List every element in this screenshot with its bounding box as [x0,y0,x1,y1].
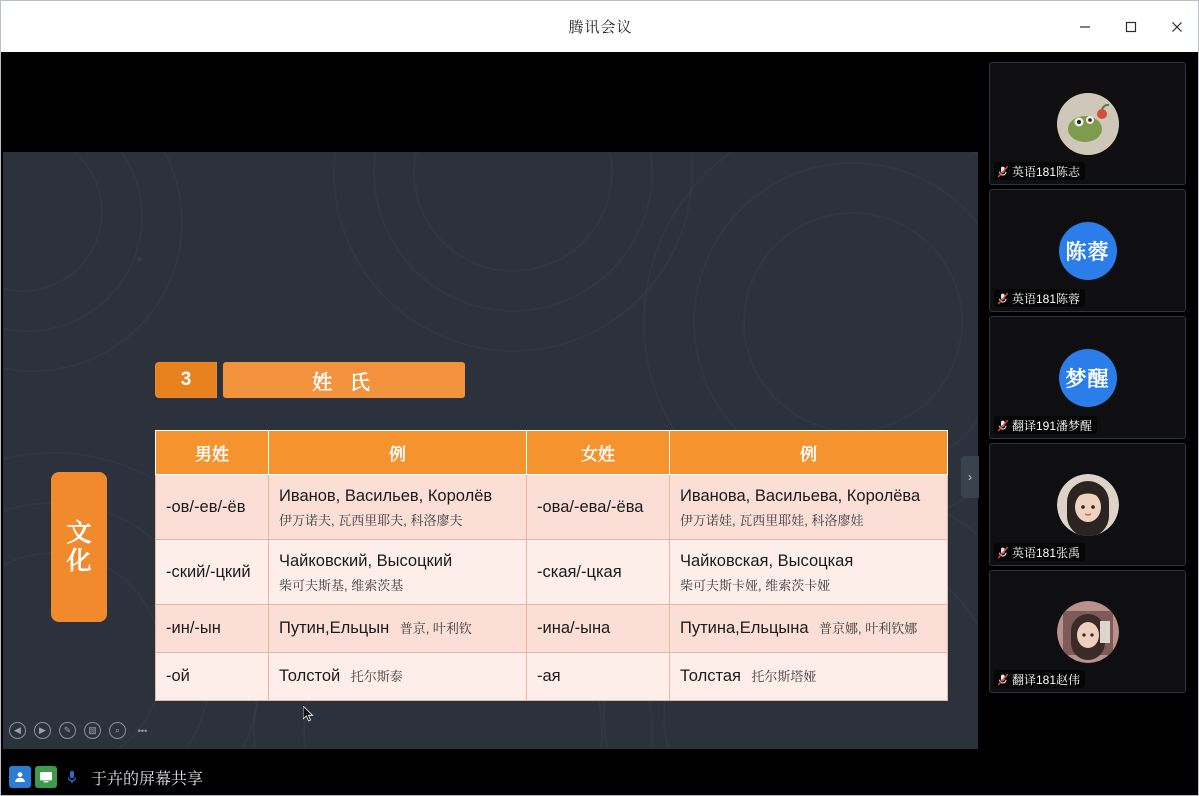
window-controls [1062,1,1199,52]
column-header-female-example: 例 [670,431,948,475]
surnames-table [155,430,948,701]
mic-muted-icon [996,546,1009,559]
male-suffix-text: -ов/-ев/-ёв [166,497,246,516]
cell-female-suffix [527,475,670,540]
side-tab-culture [51,472,107,622]
pen-icon[interactable]: ✎ [59,722,76,739]
slide-toolbar[interactable] [9,722,151,739]
mic-muted-icon [996,419,1009,432]
female-suffix-text: -ина/-ына [537,619,611,638]
cell-female-example [670,605,948,653]
cell-female-example [670,475,948,540]
slide-section-badge [155,362,465,398]
female-suffix-text: -ская/-цкая [537,562,622,581]
male-example-zh: 普京, 叶利钦 [399,621,472,637]
cell-male-suffix [156,605,269,653]
cell-female-example [670,653,948,701]
participant-name: 英语181陈志 [1012,164,1081,179]
participant-tile[interactable] [989,316,1186,439]
cell-female-example [670,540,948,605]
avatar [1059,349,1117,407]
cell-female-suffix [527,540,670,605]
female-example-zh: 柴可夫斯卡娅, 维索茨卡娅 [680,577,831,593]
title-bar [1,1,1199,52]
avatar [1059,222,1117,280]
cell-male-example [269,653,527,701]
female-example-ru: Чайковская, Высоцкая [680,552,854,571]
female-example-zh: 托尔斯塔娅 [751,669,817,685]
screen-share-bar [1,757,979,796]
close-icon[interactable] [1154,1,1199,52]
table-row [156,475,948,540]
cell-female-suffix [527,653,670,701]
column-header-male-suffix: 男姓 [156,431,269,475]
participant-name: 翻译181赵伟 [1012,672,1081,687]
table-row [156,653,948,701]
cell-male-suffix [156,540,269,605]
female-example-zh: 伊万诺娃, 瓦西里耶娃, 科洛廖娃 [680,512,864,528]
avatar [1057,601,1119,663]
male-example-ru: Путин,Ельцын [279,619,390,638]
cell-female-suffix [527,605,670,653]
maximize-icon[interactable] [1108,1,1154,52]
avatar [1057,474,1119,536]
more-icon[interactable]: ••• [137,725,148,736]
female-example-ru: Толстая [680,667,741,686]
male-suffix-text: -ой [166,667,190,686]
zoom-icon[interactable]: ⌕ [109,722,126,739]
side-tab-char-2: 化 [66,547,92,575]
cell-male-example [269,475,527,540]
mic-muted-icon [996,165,1009,178]
section-number: 3 [155,362,217,398]
male-example-zh: 托尔斯泰 [350,669,403,685]
participant-name: 英语181张禹 [1012,545,1081,560]
mic-muted-icon [996,292,1009,305]
participant-tile[interactable] [989,189,1186,312]
participant-nameplate [994,289,1085,307]
participant-nameplate [994,416,1097,434]
male-example-ru: Иванов, Васильев, Королёв [279,487,493,506]
table-row [156,540,948,605]
female-example-ru: Путина,Ельцына [680,619,809,638]
cell-male-suffix [156,475,269,540]
side-tab-char-1: 文 [66,519,92,547]
participant-tile[interactable] [989,62,1186,185]
participant-nameplate [994,543,1085,561]
avatar [1057,93,1119,155]
participant-nameplate [994,162,1085,180]
presentation-slide[interactable] [3,152,978,749]
window-title: 腾讯会议 [568,19,633,36]
column-header-male-example: 例 [269,431,527,475]
male-example-ru: Толстой [279,667,341,686]
section-title: 姓 氏 [223,362,465,398]
shared-screen-stage[interactable] [1,52,979,796]
laser-icon[interactable]: ▧ [84,722,101,739]
share-owner-label: 于卉的屏幕共享 [91,770,204,788]
panel-collapse-handle[interactable]: › [961,456,979,498]
table-row [156,605,948,653]
avatar-initials: 梦醒 [1065,367,1110,391]
participants-icon[interactable] [9,766,31,788]
male-example-zh: 伊万诺夫, 瓦西里耶夫, 科洛廖夫 [279,512,463,528]
male-example-zh: 柴可夫斯基, 维索茨基 [279,577,404,593]
column-header-female-suffix: 女姓 [527,431,670,475]
participant-tile[interactable] [989,443,1186,566]
table-header-row [156,431,948,475]
female-suffix-text: -ая [537,667,561,686]
female-example-zh: 普京娜, 叶利钦娜 [819,621,918,637]
mic-icon[interactable] [61,766,83,788]
cell-male-example [269,605,527,653]
participant-rail[interactable] [979,52,1199,796]
prev-slide-icon[interactable]: ◀ [9,722,26,739]
male-example-ru: Чайковский, Высоцкий [279,552,453,571]
mic-muted-icon [996,673,1009,686]
participant-name: 翻译191潘梦醒 [1012,418,1093,433]
female-example-ru: Иванова, Васильева, Королёва [680,487,921,506]
participant-tile[interactable] [989,570,1186,693]
minimize-icon[interactable] [1062,1,1108,52]
next-slide-icon[interactable]: ▶ [34,722,51,739]
mouse-cursor [303,706,315,722]
male-suffix-text: -ин/-ын [166,619,221,638]
cell-male-suffix [156,653,269,701]
participant-nameplate [994,670,1085,688]
female-suffix-text: -ова/-ева/-ёва [537,497,644,516]
screen-share-icon[interactable] [35,766,57,788]
avatar-initials: 陈蓉 [1065,240,1110,264]
cell-male-example [269,540,527,605]
participant-name: 英语181陈蓉 [1012,291,1081,306]
male-suffix-text: -ский/-цкий [166,562,251,581]
